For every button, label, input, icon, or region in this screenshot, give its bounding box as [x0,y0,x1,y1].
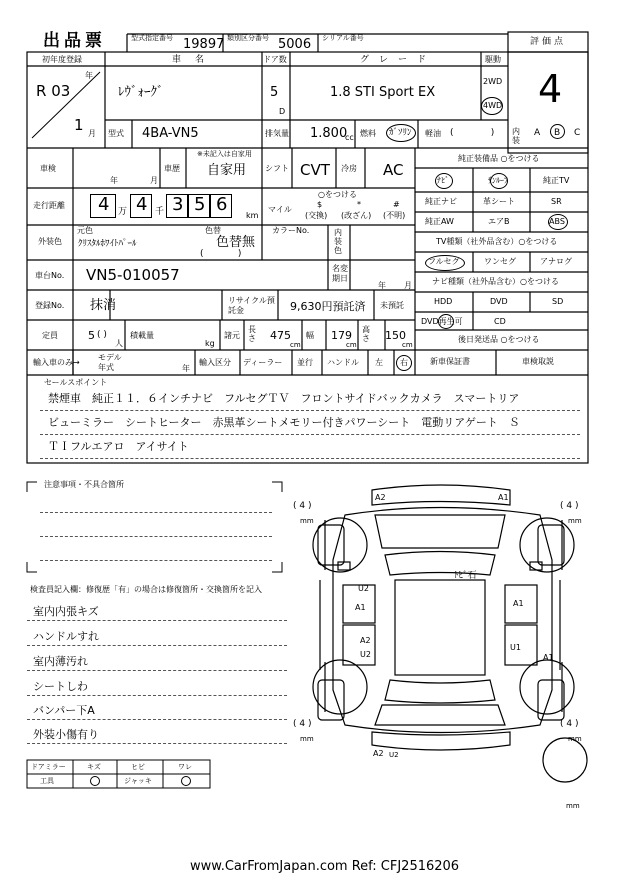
length-label: 長さ [248,325,256,343]
inspector-label: 検査員記入欄：修復歴「有」の場合は修復箇所・交換箇所を記入 [30,585,262,594]
fuel-value: ｶﾞｿﾘﾝ [389,128,412,138]
navi-dvd: DVD [490,297,508,306]
notes-rule [40,536,272,537]
grade-value: 1.8 STI Sport EX [330,85,436,100]
first-reg-month-unit: 月 [88,129,96,138]
inspection-year-unit: 年 [110,176,118,185]
equip-airbag: エアB [488,217,510,226]
later-warranty: 新車保証書 [430,357,470,366]
left-label: 左 [375,358,383,367]
tire-unit: mm [568,735,582,743]
mileage-digits [90,194,230,220]
equip-abs: ABS [549,217,565,226]
chassis-label: 車台No. [35,271,65,280]
tire-unit: mm [568,517,582,525]
navi-hdd: HDD [434,297,453,306]
car-diagram [318,485,564,750]
fuel-label: 燃料 [360,129,376,138]
grade-score: 4 [538,67,563,111]
displacement-label: 排気量 [265,129,289,138]
reg-no-value: 抹消 [90,298,117,313]
parallel-label: 並行 [297,358,313,367]
height-label: 高さ [362,325,370,343]
width-cm: cm [346,341,357,349]
sales-line-rule [40,410,580,411]
interior-label: 内装 [512,127,520,145]
mileage-circle-note: ○をつける [318,190,357,199]
inspection-label: 車検 [40,164,56,173]
doors-suffix: D [279,107,286,116]
recycle-value: 9,630円預託済 [290,300,366,313]
sales-point-line: ビューミラー シートヒーター 赤黒革シートメモリー付きパワーシート 電動リアゲート Ｓ [48,416,520,429]
tv-oneseg: ワンセグ [484,257,516,266]
tire-depth-rear-right: ( 4 ) [560,719,579,729]
import-class-label: 輸入区分 [199,358,231,367]
color-label: 外装色 [38,237,62,246]
doors-value: 5 [270,85,279,100]
damage-mark: A1 [513,599,524,608]
legend-tool-circle [90,776,100,786]
tampered-label: (改ざん) [341,211,372,220]
capacity-value: 5 [88,329,95,342]
name-change-month: 月 [404,281,412,290]
handle-label: ハンドル [327,358,359,367]
mileage-digit: 6 [216,194,228,215]
sales-point-line: 禁煙車 純正１１．６インチナビ フルセグＴＶ フロントサイドバックカメラ スマートリア [48,392,520,405]
damage-mark: A1 [355,603,366,612]
capacity-label: 定員 [42,331,58,340]
color-no-label: カラーNo. [272,226,310,235]
model-year-label: モデル年式 [98,353,122,372]
navi-cd: CD [494,317,506,326]
first-reg-year-unit: 年 [85,71,93,80]
later-header: 後日発送品 ○をつける [458,335,540,344]
tire-depth-front-left: ( 4 ) [293,501,312,511]
car-name-value: ﾚｳﾞｫｰｸﾞ [118,85,164,100]
chassis-value: VN5-010057 [86,266,180,284]
capacity-unit: 人 [115,339,123,348]
serial-label: シリアル番号 [322,34,364,42]
width-label: 幅 [306,331,314,340]
mile-label: マイル [268,205,292,214]
damage-mark: A1 [498,493,509,502]
use-value: 自家用 [207,163,247,178]
navi-sd: SD [552,297,564,306]
legend-jack: ジャッキ [124,777,152,785]
note-item: 外装小傷有り [33,728,99,741]
type-value: 4BA-VN5 [142,126,199,141]
load-unit: kg [205,339,215,348]
type-label: 型式 [108,129,124,138]
notes-rule [40,512,272,513]
navi-header: ナビ種類（社外品含む）○をつける [432,277,559,286]
color-change-head: 色替 [205,226,221,235]
equip-tv: 純正TV [543,176,570,185]
later-manual: 車検取説 [522,357,554,366]
note-item: ハンドルすれ [33,630,99,643]
interior-a: A [534,128,541,138]
footer-ref: www.CarFromJapan.com Ref: CFJ2516206 [190,859,460,874]
class-no-label: 類別区分番号 [227,34,269,42]
mileage-digit: 3 [172,194,184,215]
tire-depth-rear-left: ( 4 ) [293,719,312,729]
sales-points-label: セールスポイント [44,378,108,387]
use-note: ※未記入は自家用 [197,150,252,158]
drive-2wd: 2WD [483,77,503,86]
notes-rule [27,620,287,621]
unknown-mark: # [393,200,400,209]
equip-genuine-navi: 純正ナビ [425,197,457,206]
equip-sr: SR [551,197,562,206]
height-cm: cm [402,341,413,349]
damage-mark: U2 [358,584,369,593]
notes-label: 注意事項・不具合箇所 [44,480,124,489]
legend-ware: ワレ [178,763,192,771]
damage-mark: A2 [375,493,386,502]
first-reg-month: 1 [74,116,84,134]
width-value: 179 [331,329,352,342]
orig-color-label: 元色 [77,226,93,235]
cc-unit: cc [345,133,354,142]
class-no-value: 5006 [278,37,312,52]
shift-value: CVT [300,161,330,179]
mileage-man: 万 [118,207,128,217]
damage-mark: U2 [389,751,399,759]
shift-label: シフト [265,164,289,173]
dimensions-label: 諸元 [224,331,240,340]
grade-col-label: グレード [360,55,437,65]
damage-mark: U1 [510,643,521,652]
unknown-label: (不明) [383,211,406,220]
sales-line-rule [40,458,580,459]
sheet-title: 出品票 [43,31,106,51]
note-item: 室内薄汚れ [33,655,88,668]
notes-rule [27,645,287,646]
inspection-month-unit: 月 [150,176,158,185]
import-label: 輸入車のみ→ [33,358,80,367]
ac-label: 冷房 [341,164,357,173]
note-item: 室内内張キズ [33,605,99,618]
tire-depth-front-right: ( 4 ) [560,501,579,511]
doors-label: ドア数 [263,55,287,64]
light-oil-paren: ( ) [450,128,495,138]
genuine-header: 純正装備品 ○をつける [458,154,540,163]
color-change-paren: ( ) [200,249,242,259]
legend-tool: 工具 [40,777,54,785]
legend-jack-circle [181,776,191,786]
grade-label: 評価点 [530,37,567,47]
legend-door-mirror: ドアミラー [31,763,66,771]
color-change-value: 色替無 [216,235,256,250]
recycle-label: リサイクル預託金 [228,296,275,315]
mileage-digit: 5 [194,194,206,215]
notes-rule [27,719,287,720]
tire-unit: mm [300,735,314,743]
reg-no-label: 登録No. [35,301,65,310]
right-label: 右 [400,358,408,367]
orig-color-value: ｸﾘｽﾀﾙﾎﾜｲﾄﾊﾟｰﾙ [78,239,137,249]
length-cm: cm [290,341,301,349]
navi-dvd-play: DVD再生可 [421,317,463,326]
sales-point-line: ＴＩフルエアロ アイサイト [48,440,189,453]
length-value: 475 [270,329,291,342]
damage-mark: A2 [373,749,384,758]
mileage-digit: 4 [136,194,148,215]
notes-rule [27,743,287,744]
sales-line-rule [40,434,580,435]
name-change-label: 名変期日 [332,264,348,283]
capacity-paren: ( ) [97,330,107,340]
mileage-km: km [246,211,259,220]
use-label: 車歴 [164,164,180,173]
first-reg-label: 初年度登録 [42,55,82,64]
equip-leather: 革シート [483,197,515,206]
tv-header: TV種類（社外品含む）○をつける [436,237,558,246]
model-no-value: 19897 [183,37,225,52]
damage-mark: A2 [360,636,371,645]
tire-unit: mm [300,517,314,525]
tire-unit: mm [566,802,580,810]
equip-navi: ﾅﾋﾞ [437,176,449,185]
displacement-value: 1.800 [310,126,348,141]
notes-rule [40,560,272,561]
damage-mark: A1 [543,653,554,662]
dealer-label: ディーラー [243,358,283,367]
exchange-label: (交換) [305,211,328,220]
equip-sunroof: ｻﾝﾙｰﾌ [488,176,508,185]
drive-label: 駆動 [485,55,501,64]
mileage-label: 走行距離 [33,201,65,210]
tampered-mark: * [357,200,361,209]
mileage-sen: 千 [155,207,165,217]
load-label: 積載量 [130,331,154,340]
model-year-unit: 年 [182,364,190,373]
ac-value: AC [383,161,404,179]
legend-kizu: キズ [87,763,101,771]
name-change-year: 年 [378,281,386,290]
car-name-label: 車名 [172,55,219,65]
tv-analog: アナログ [540,257,572,266]
height-value: 150 [385,329,406,342]
legend-hibi: ヒビ [131,763,145,771]
notes-rule [27,695,287,696]
damage-mark: U2 [360,650,371,659]
mileage-digit: 4 [98,194,110,215]
first-reg-era: R 03 [36,82,71,100]
damage-mark: ﾄﾋﾞ石 [454,571,477,581]
interior-c: C [574,128,581,138]
exchange-mark: $ [317,200,323,209]
interior-b: B [554,128,561,138]
light-oil-label: 軽油 [425,129,441,138]
recycle-unpaid: 未預託 [380,301,404,310]
note-item: バンパー下A [33,704,95,717]
drive-4wd: 4WD [483,101,503,110]
notes-rule [27,670,287,671]
note-item: シートしわ [33,680,88,693]
equip-aw: 純正AW [425,217,454,226]
interior-color-label: 内装色 [334,228,342,255]
model-no-label: 型式指定番号 [131,34,173,42]
tv-fullseg: フルセグ [428,257,460,266]
